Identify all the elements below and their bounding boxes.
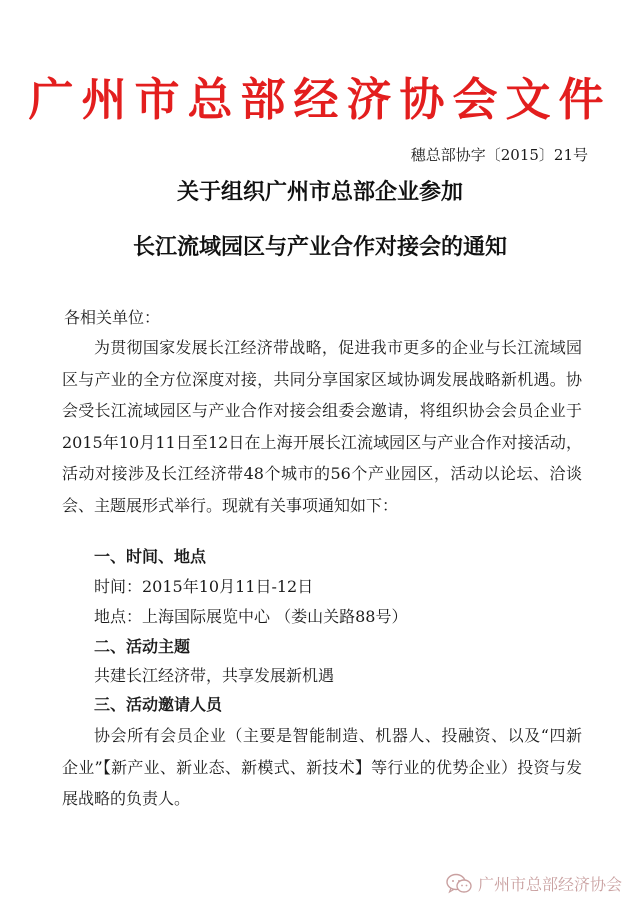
time-line: 时间：2015年10月11日-12日 xyxy=(94,577,314,596)
section-3-heading: 三、活动邀请人员 xyxy=(94,695,223,714)
wechat-icon xyxy=(446,873,472,895)
theme-line: 共建长江经济带，共享发展新机遇 xyxy=(94,666,335,685)
document-number: 穗总部协字〔2015〕21号 xyxy=(410,146,588,164)
place-line: 地点：上海国际展览中心 （娄山关路88号） xyxy=(94,607,408,626)
watermark-text: 广州市总部经济协会 xyxy=(477,875,622,894)
notice-title-line-2: 长江流域园区与产业合作对接会的通知 xyxy=(132,235,507,260)
watermark xyxy=(446,872,622,895)
section-1-heading: 一、时间、地点 xyxy=(94,547,207,566)
intro-paragraph: 为贯彻国家发展长江经济带战略，促进我市更多的企业与长江流域园区与产业的全方位深度对接，共同分享国家区域协调发展战略新机遇。协会受长江流域园区与产业合作对接会组委会邀请，将组织协会会员企业于 2015年10月11日至12日在上海开展长江流域园区与产业合作对接活动，活动对接涉及长江经济带48个城市的56个产业园区，活动以论坛、洽谈会、主题展形式举行。现就有关事项通知如下： xyxy=(62,338,582,515)
salutation: 各相关单位： xyxy=(64,308,161,327)
section-2-heading: 二、活动主题 xyxy=(94,637,191,656)
org-document-title: 广州市总部经济协会文件 xyxy=(28,73,612,126)
invite-paragraph: 协会所有会员企业（主要是智能制造、机器人、投融资、以及“四新企业”【新产业、新业态、新模式、新技术】等行业的优势企业）投资与发展战略的负责人。 xyxy=(62,726,582,808)
notice-title-line-1: 关于组织广州市总部企业参加 xyxy=(176,180,463,205)
